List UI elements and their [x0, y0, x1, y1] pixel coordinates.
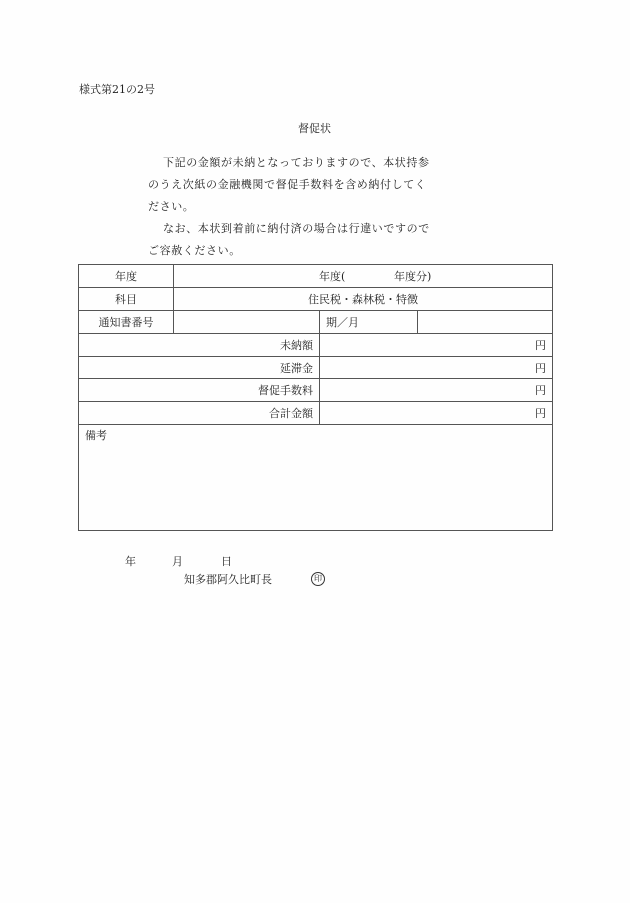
body-line: 下記の金額が未納となっておりますので、本状持参	[163, 156, 430, 169]
subject-label: 科目	[78, 287, 174, 311]
date-month: 月	[172, 555, 183, 568]
remarks-box	[78, 424, 553, 531]
body-line: のうえ次紙の金融機関で督促手数料を含め納付してく	[148, 178, 427, 191]
late-fee-yen: 円	[319, 356, 553, 379]
period-label: 期／月	[319, 310, 418, 334]
issuer-name: 知多郡阿久比町長	[184, 573, 272, 586]
unpaid-yen: 円	[319, 333, 553, 357]
form-number: 様式第21の2号	[79, 83, 155, 96]
year-value	[173, 264, 553, 288]
notice-number-label: 通知書番号	[78, 310, 174, 334]
year-value-start: 年度(	[319, 270, 346, 283]
seal-icon	[311, 571, 325, 586]
body-line: ご容赦ください。	[148, 244, 241, 257]
total-label: 合計金額	[78, 401, 320, 425]
reminder-fee-yen: 円	[319, 378, 553, 402]
year-value-end: 年度分)	[394, 270, 432, 283]
notice-number-value	[173, 310, 320, 334]
year-label: 年度	[78, 264, 174, 288]
total-yen: 円	[319, 401, 553, 425]
period-value	[417, 310, 553, 334]
late-fee-label: 延滞金	[78, 356, 320, 379]
subject-value: 住民税・森林税・特徴	[173, 287, 553, 311]
remarks-label: 備考	[85, 429, 107, 442]
unpaid-label: 未納額	[78, 333, 320, 357]
seal-mark: 印	[311, 572, 325, 586]
body-line: ださい。	[148, 200, 195, 213]
date-day: 日	[221, 555, 232, 568]
body-line: なお、本状到着前に納付済の場合は行違いですので	[163, 222, 430, 235]
date-year: 年	[125, 555, 136, 568]
reminder-fee-label: 督促手数料	[78, 378, 320, 402]
document-title: 督促状	[298, 122, 331, 135]
